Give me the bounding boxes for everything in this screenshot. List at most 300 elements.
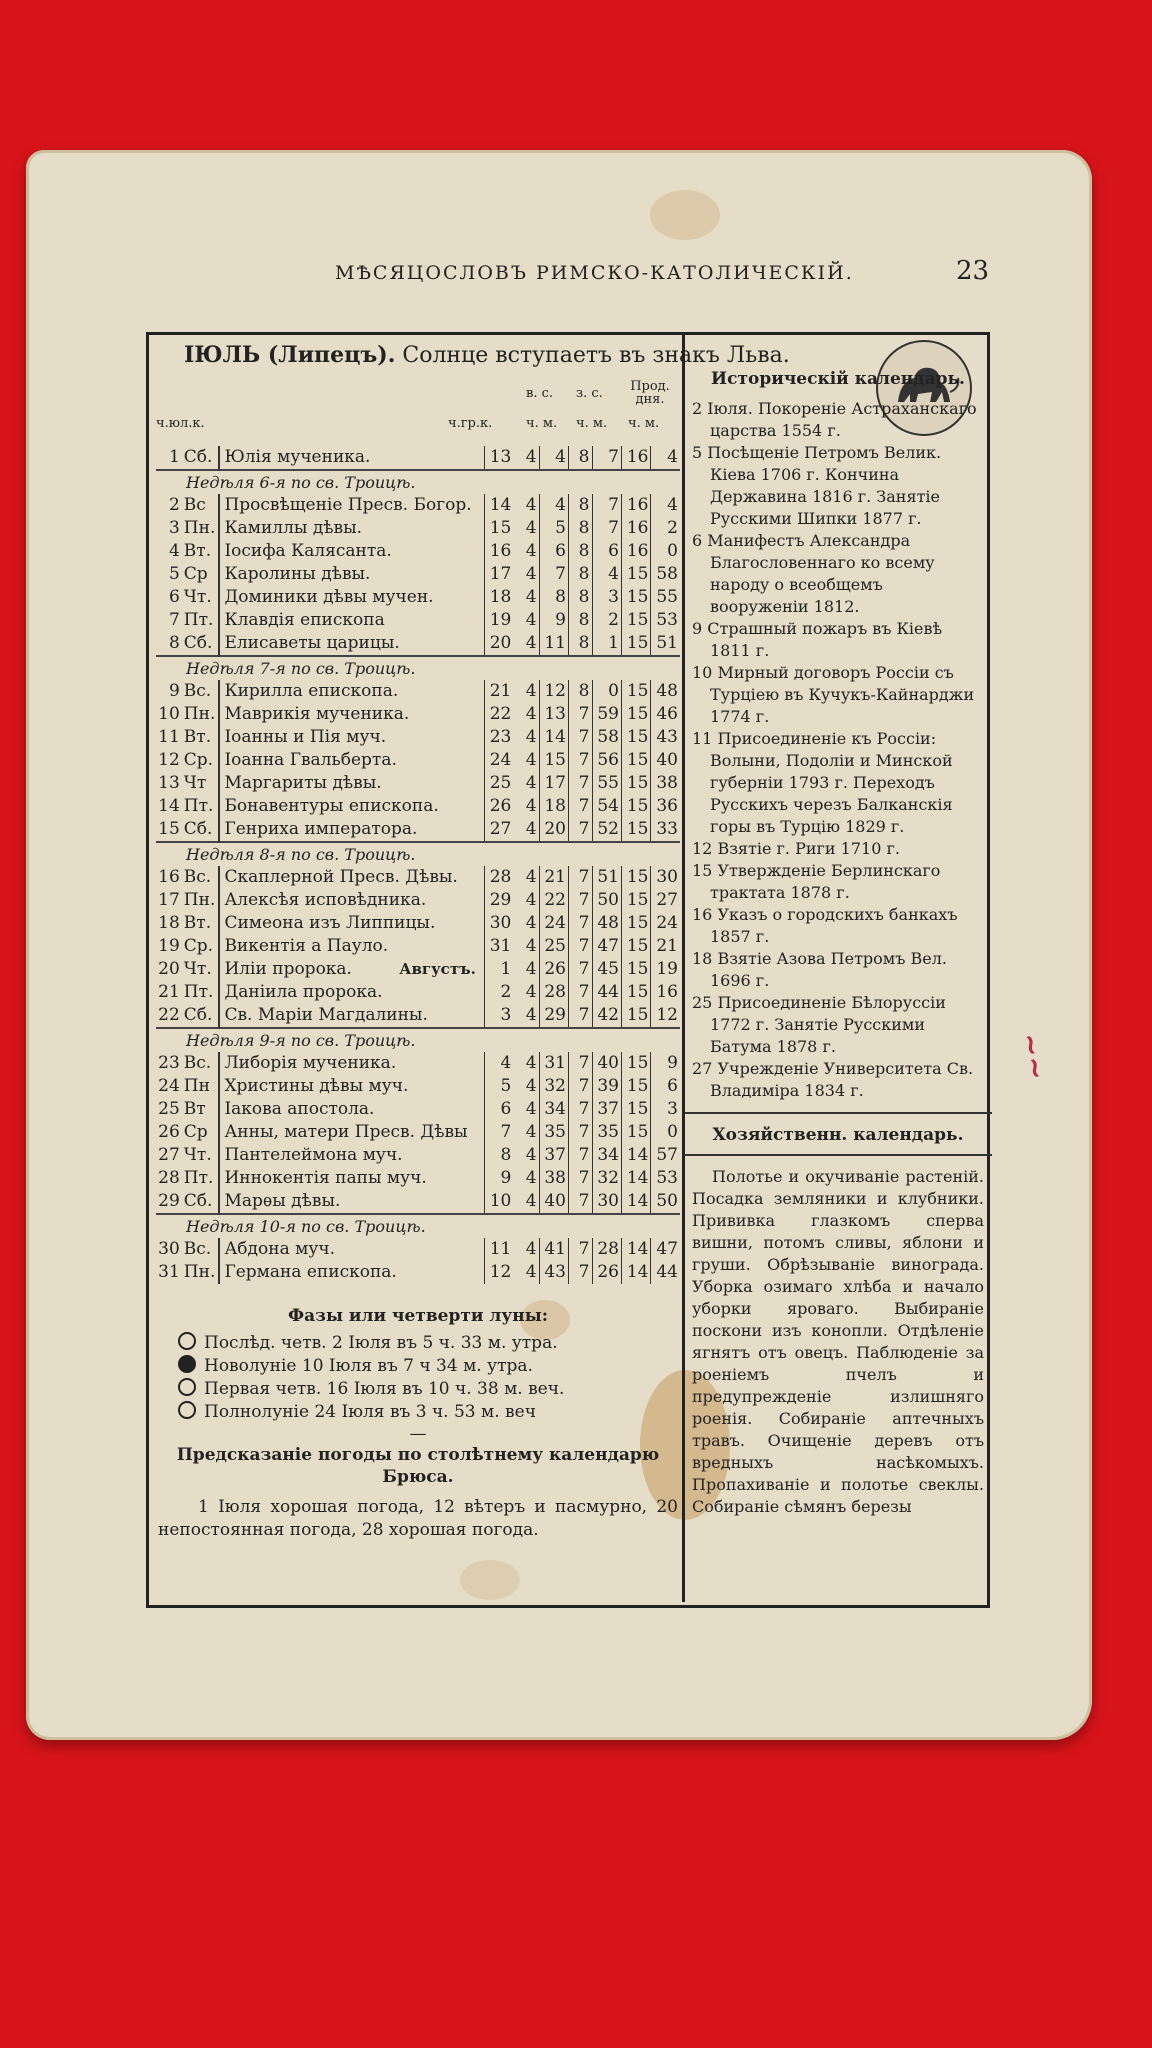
gregorian-day: 24 (484, 749, 513, 772)
sunset-hour: 7 (569, 1121, 593, 1144)
moon-phase-icon (178, 1401, 196, 1419)
weekday: Чт. (183, 1145, 212, 1165)
header-julian: ч.юл.к. (156, 416, 205, 431)
weekday: Пт. (183, 796, 214, 816)
calendar-row (156, 981, 680, 1004)
saint-name-text: Бонавентуры епископа. (224, 796, 439, 816)
day-number: 30 (158, 1239, 180, 1259)
daylength-hour: 16 (621, 517, 650, 540)
sunset-hour: 8 (569, 586, 593, 609)
daylength-min: 6 (651, 1075, 680, 1098)
sunrise-min: 32 (539, 1075, 568, 1098)
sunset-min: 54 (592, 795, 621, 818)
sunset-min: 42 (592, 1004, 621, 1028)
sunset-hour: 7 (569, 935, 593, 958)
sunrise-min: 9 (539, 609, 568, 632)
sunset-min: 7 (592, 446, 621, 470)
saint-name-text: Юлія мученика. (224, 447, 371, 467)
month-subtitle: Солнце вступаетъ въ знакъ Льва. (402, 343, 790, 368)
sunrise-hour: 4 (525, 1005, 537, 1025)
saint-name-text: Даніила пророка. (224, 982, 383, 1002)
daylength-min: 43 (651, 726, 680, 749)
calendar-row (156, 726, 680, 749)
weekday: Пт. (183, 1168, 214, 1188)
daylength-min: 36 (651, 795, 680, 818)
daylength-min: 21 (651, 935, 680, 958)
day-number: 3 (168, 518, 180, 538)
weekday: Пн. (183, 518, 216, 538)
daylength-hour: 15 (621, 1121, 650, 1144)
sunset-min: 50 (592, 889, 621, 912)
historical-item: 11 Присоединеніе къ Россіи: Волыни, Подоліи и Минской губерніи 1793 г. Переходъ Русскихъ черезъ Балканскія горы въ Турцію 1829 г. (692, 729, 953, 836)
gregorian-day: 7 (484, 1121, 513, 1144)
sunset-min: 40 (592, 1052, 621, 1075)
daylength-hour: 15 (621, 749, 650, 772)
moon-phase-item: Первая четв. 16 Іюля въ 10 ч. 38 м. веч. (158, 1378, 678, 1401)
day-number: 28 (158, 1168, 180, 1188)
month-header (184, 342, 984, 368)
historical-item: 2 Іюля. Покореніе Астраханскаго царства 1554 г. (692, 399, 977, 440)
moon-phase-item: Новолуніе 10 Іюля въ 7 ч 34 м. утра. (158, 1355, 678, 1378)
gregorian-day: 27 (484, 818, 513, 842)
calendar-row (156, 1261, 680, 1284)
saint-name (219, 726, 484, 749)
sunrise-min: 37 (539, 1144, 568, 1167)
saint-name-text: Каролины дѣвы. (224, 564, 371, 584)
sunset-hour: 7 (569, 889, 593, 912)
sunrise-min: 7 (539, 563, 568, 586)
saint-name (219, 772, 484, 795)
sunrise-min: 38 (539, 1167, 568, 1190)
calendar-row (156, 749, 680, 772)
calendar-row (156, 889, 680, 912)
week-heading (156, 470, 680, 494)
week-heading (156, 842, 680, 866)
calendar-table (156, 446, 680, 1284)
daylength-hour: 15 (621, 632, 650, 656)
sunrise-hour: 4 (525, 1239, 537, 1259)
sunrise-hour: 4 (525, 867, 537, 887)
sunset-min: 30 (592, 1190, 621, 1214)
sunset-min: 32 (592, 1167, 621, 1190)
historical-item: 27 Учрежденіе Университета Св. Владиміра 1834 г. (692, 1059, 974, 1100)
historical-item: 15 Утвержденіе Берлинскаго трактата 1878 г. (692, 861, 941, 902)
day-number: 31 (158, 1262, 180, 1282)
saint-name (219, 1167, 484, 1190)
daylength-hour: 15 (621, 609, 650, 632)
daylength-hour: 14 (621, 1144, 650, 1167)
weekday: Ср. (183, 936, 214, 956)
sunset-min: 26 (592, 1261, 621, 1284)
saint-name-text: Германа епископа. (224, 1262, 397, 1282)
sunrise-min: 14 (539, 726, 568, 749)
calendar-row (156, 1190, 680, 1214)
sunset-hour: 7 (569, 1004, 593, 1028)
daylength-min: 9 (651, 1052, 680, 1075)
saint-name (219, 1121, 484, 1144)
saint-name-text: Анны, матери Пресв. Дѣвы (224, 1122, 468, 1142)
sunset-min: 0 (592, 680, 621, 703)
saint-name-text: Генриха императора. (224, 819, 418, 839)
daylength-min: 16 (651, 981, 680, 1004)
sunset-hour: 7 (569, 726, 593, 749)
saint-name-text: Маврикія мученика. (224, 704, 410, 724)
daylength-hour: 15 (621, 795, 650, 818)
gregorian-day: 2 (484, 981, 513, 1004)
sunrise-hour: 4 (525, 610, 537, 630)
sunrise-hour: 4 (525, 796, 537, 816)
daylength-hour: 16 (621, 446, 650, 470)
weekday: Пн. (183, 1262, 216, 1282)
daylength-min: 19 (651, 958, 680, 981)
week-heading (156, 1028, 680, 1052)
sunrise-hour: 4 (525, 982, 537, 1002)
handwritten-mark: ~~ (1013, 1030, 1054, 1083)
moon-phase-icon (178, 1355, 196, 1373)
weekday: Вт. (183, 541, 212, 561)
daylength-hour: 15 (621, 1052, 650, 1075)
sunset-min: 59 (592, 703, 621, 726)
daylength-hour: 14 (621, 1238, 650, 1261)
sunrise-hour: 4 (525, 564, 537, 584)
sunrise-min: 21 (539, 866, 568, 889)
saint-name (219, 749, 484, 772)
day-number: 27 (158, 1145, 180, 1165)
weekday: Пн. (183, 704, 216, 724)
daylength-min: 27 (651, 889, 680, 912)
sunset-hour: 7 (569, 1098, 593, 1121)
calendar-row (156, 1075, 680, 1098)
calendar-row (156, 540, 680, 563)
daylength-min: 0 (651, 1121, 680, 1144)
economic-title: Хозяйственн. календарь. (712, 1125, 964, 1145)
weekday: Чт. (183, 959, 212, 979)
sunset-hour: 8 (569, 609, 593, 632)
moon-phase-icon (178, 1378, 196, 1396)
day-number: 25 (158, 1099, 180, 1119)
gregorian-day: 21 (484, 680, 513, 703)
sunset-min: 3 (592, 586, 621, 609)
month-title: ІЮЛЬ (Липецъ). (184, 342, 396, 368)
sunset-hour: 7 (569, 958, 593, 981)
weekday: Чт. (183, 587, 212, 607)
daylength-min: 33 (651, 818, 680, 842)
weekday: Пт. (183, 610, 214, 630)
gregorian-day: 26 (484, 795, 513, 818)
calendar-row (156, 1144, 680, 1167)
sunrise-hour: 4 (525, 1168, 537, 1188)
saint-name-text: Симеона изъ Липпицы. (224, 913, 436, 933)
daylength-hour: 15 (621, 726, 650, 749)
sunrise-hour: 4 (525, 633, 537, 653)
gregorian-day: 25 (484, 772, 513, 795)
day-number: 2 (168, 495, 180, 515)
saint-name (219, 1098, 484, 1121)
saint-name-text: Клавдія епископа (224, 610, 385, 630)
saint-name (219, 1052, 484, 1075)
gregorian-day: 31 (484, 935, 513, 958)
saint-name-text: Викентія а Пауло. (224, 936, 389, 956)
saint-name-text: Маргариты дѣвы. (224, 773, 382, 793)
sunset-hour: 8 (569, 632, 593, 656)
sunset-min: 44 (592, 981, 621, 1004)
saint-name-text: Просвѣщеніе Пресв. Богор. (224, 495, 472, 515)
daylength-hour: 14 (621, 1167, 650, 1190)
saint-name-text: Іоанна Гвальберта. (224, 750, 397, 770)
section-divider-wrap (692, 1112, 984, 1114)
column-headers (148, 380, 680, 440)
moon-phases (158, 1306, 678, 1542)
weekday: Вт. (183, 913, 212, 933)
saint-name-text: Христины дѣвы муч. (224, 1076, 409, 1096)
month-change-label: Августъ. (399, 960, 476, 978)
running-head: МѢСЯЦОСЛОВЪ РИМСКО-КАТОЛИЧЕСКІЙ. (335, 262, 854, 284)
weekday: Ср (183, 564, 208, 584)
sunset-min: 47 (592, 935, 621, 958)
saint-name (219, 981, 484, 1004)
daylength-hour: 16 (621, 494, 650, 517)
sunset-hour: 7 (569, 818, 593, 842)
saint-name (219, 1075, 484, 1098)
saint-name (219, 935, 484, 958)
weekday: Вс. (183, 1239, 212, 1259)
sunrise-hour: 4 (525, 1076, 537, 1096)
sunset-hour: 7 (569, 795, 593, 818)
section-divider (684, 1112, 992, 1114)
day-number: 17 (158, 890, 180, 910)
sunset-hour: 7 (569, 1052, 593, 1075)
sunset-min: 2 (592, 609, 621, 632)
calendar-row (156, 680, 680, 703)
calendar-row (156, 1004, 680, 1028)
calendar-row (156, 586, 680, 609)
daylength-min: 3 (651, 1098, 680, 1121)
saint-name (219, 1238, 484, 1261)
daylength-min: 48 (651, 680, 680, 703)
weekday: Сб. (183, 819, 213, 839)
daylength-hour: 14 (621, 1261, 650, 1284)
sunrise-min: 25 (539, 935, 568, 958)
sunrise-min: 24 (539, 912, 568, 935)
historical-item: 6 Манифестъ Александра Благословеннаго ко всему народу о всеобщемъ вооруженіи 1812. (692, 531, 935, 616)
calendar-row (156, 632, 680, 656)
calendar-row (156, 1238, 680, 1261)
gregorian-day: 29 (484, 889, 513, 912)
header-daylength: Прод. дня. (630, 379, 670, 407)
daylength-min: 51 (651, 632, 680, 656)
sunrise-hour: 4 (525, 1191, 537, 1211)
historical-item: 16 Указъ о городскихъ банкахъ 1857 г. (692, 905, 958, 946)
column-divider (682, 332, 685, 1602)
calendar-row (156, 1121, 680, 1144)
day-number: 11 (158, 727, 180, 747)
header-gregorian: ч.гр.к. (448, 416, 493, 431)
sunset-hour: 7 (569, 703, 593, 726)
header-sunset: з. с. (576, 386, 603, 401)
saint-name-text: Скаплерной Пресв. Дѣвы. (224, 867, 458, 887)
gregorian-day: 15 (484, 517, 513, 540)
daylength-min: 30 (651, 866, 680, 889)
saint-name (219, 609, 484, 632)
sunset-hour: 7 (569, 1261, 593, 1284)
day-number: 23 (158, 1053, 180, 1073)
sunset-hour: 8 (569, 517, 593, 540)
sunrise-min: 11 (539, 632, 568, 656)
sunset-hour: 8 (569, 494, 593, 517)
saint-name (219, 1004, 484, 1028)
daylength-min: 55 (651, 586, 680, 609)
sunset-hour: 8 (569, 680, 593, 703)
calendar-row (156, 494, 680, 517)
moon-phase-item: Послѣд. четв. 2 Іюля въ 5 ч. 33 м. утра. (158, 1332, 678, 1355)
sunrise-hour: 4 (525, 518, 537, 538)
sunset-min: 7 (592, 517, 621, 540)
sunrise-min: 4 (539, 494, 568, 517)
daylength-min: 38 (651, 772, 680, 795)
week-heading-text: Недѣля 6-я по св. Троицѣ. (156, 470, 680, 494)
week-heading (156, 1214, 680, 1238)
gregorian-day: 13 (484, 446, 513, 470)
saint-name (219, 1261, 484, 1284)
sunrise-min: 12 (539, 680, 568, 703)
sunrise-hour: 4 (525, 587, 537, 607)
day-number: 20 (158, 959, 180, 979)
daylength-min: 2 (651, 517, 680, 540)
sunrise-hour: 4 (525, 541, 537, 561)
sunset-hour: 7 (569, 866, 593, 889)
sunrise-hour: 4 (525, 1122, 537, 1142)
daylength-hour: 15 (621, 912, 650, 935)
weekday: Ср. (183, 750, 214, 770)
sunset-min: 55 (592, 772, 621, 795)
daylength-hour: 15 (621, 1004, 650, 1028)
weekday: Вт (183, 1099, 206, 1119)
gregorian-day: 12 (484, 1261, 513, 1284)
saint-name (219, 517, 484, 540)
page-number: 23 (956, 256, 990, 286)
daylength-min: 4 (651, 446, 680, 470)
sunset-min: 4 (592, 563, 621, 586)
saint-name (219, 958, 484, 981)
sunrise-min: 20 (539, 818, 568, 842)
daylength-hour: 15 (621, 818, 650, 842)
week-heading (156, 656, 680, 680)
sunset-hour: 7 (569, 1190, 593, 1214)
weekday: Вс. (183, 867, 212, 887)
daylength-min: 24 (651, 912, 680, 935)
sunrise-min: 28 (539, 981, 568, 1004)
saint-name-text: Иннокентія папы муч. (224, 1168, 427, 1188)
economic-text: Полотье и окучиваніе растеній. Посадка земляники и клубники. Прививка глазкомъ сперва вишни, потомъ сливы, яблони и груши. Обрѣзываніе винограда. Уборка озимаго хлѣба и начало уборки яроваго. Выбираніе поскони изъ конопли. Отдѣленіе ягнятъ отъ овецъ. Паблюденіе за роеніемъ пчелъ и предупрежденіе излишняго роенія. Собираніе аптечныхъ травъ. Очищеніе деревъ отъ вредныхъ насѣкомыхъ. Пропахиваніе и полотье свеклы. Собираніе сѣмянъ березы (692, 1167, 984, 1516)
calendar-row (156, 866, 680, 889)
weekday: Сб. (183, 633, 213, 653)
calendar-row (156, 818, 680, 842)
weekday: Ср (183, 1122, 208, 1142)
sunrise-hour: 4 (525, 1053, 537, 1073)
saint-name (219, 494, 484, 517)
header-sunrise: в. с. (526, 386, 553, 401)
sunrise-hour: 4 (525, 1145, 537, 1165)
week-heading-text: Недѣля 7-я по св. Троицѣ. (156, 656, 680, 680)
saint-name (219, 703, 484, 726)
day-number: 10 (158, 704, 180, 724)
sunrise-hour: 4 (525, 447, 537, 467)
daylength-hour: 15 (621, 703, 650, 726)
weekday: Вт. (183, 727, 212, 747)
section-divider (684, 1154, 992, 1156)
saint-name (219, 889, 484, 912)
day-number: 1 (168, 447, 180, 467)
weekday: Сб. (183, 1005, 213, 1025)
sunrise-hour: 4 (525, 1099, 537, 1119)
saint-name-text: Іосифа Калясанта. (224, 541, 392, 561)
daylength-hour: 15 (621, 586, 650, 609)
day-number: 26 (158, 1122, 180, 1142)
sunrise-min: 15 (539, 749, 568, 772)
sunset-min: 58 (592, 726, 621, 749)
sunrise-hour: 4 (525, 750, 537, 770)
gregorian-day: 1 (484, 958, 513, 981)
header-units: ч. м. (628, 416, 660, 431)
weather-forecast (158, 1444, 678, 1542)
weekday: Сб. (183, 1191, 213, 1211)
sunset-min: 28 (592, 1238, 621, 1261)
day-number: 9 (168, 681, 180, 701)
day-number: 22 (158, 1005, 180, 1025)
gregorian-day: 4 (484, 1052, 513, 1075)
daylength-min: 50 (651, 1190, 680, 1214)
sunrise-hour: 4 (525, 727, 537, 747)
saint-name-text: Камиллы дѣвы. (224, 518, 363, 538)
sunrise-min: 13 (539, 703, 568, 726)
sunset-hour: 7 (569, 772, 593, 795)
weekday: Чт (183, 773, 207, 793)
daylength-min: 4 (651, 494, 680, 517)
daylength-hour: 15 (621, 958, 650, 981)
sunset-hour: 7 (569, 912, 593, 935)
header-units: ч. м. (576, 416, 608, 431)
daylength-hour: 15 (621, 1098, 650, 1121)
daylength-hour: 15 (621, 935, 650, 958)
header-units: ч. м. (526, 416, 558, 431)
sunset-hour: 8 (569, 446, 593, 470)
saint-name (219, 563, 484, 586)
sunrise-min: 6 (539, 540, 568, 563)
day-number: 24 (158, 1076, 180, 1096)
daylength-hour: 15 (621, 889, 650, 912)
gregorian-day: 17 (484, 563, 513, 586)
calendar-row (156, 912, 680, 935)
gregorian-day: 16 (484, 540, 513, 563)
week-heading-text: Недѣля 10-я по св. Троицѣ. (156, 1214, 680, 1238)
sunset-min: 48 (592, 912, 621, 935)
historical-item: 18 Взятіе Азова Петромъ Вел. 1696 г. (692, 949, 947, 990)
day-number: 14 (158, 796, 180, 816)
daylength-min: 0 (651, 540, 680, 563)
weekday: Вс (183, 495, 206, 515)
sunrise-min: 26 (539, 958, 568, 981)
gregorian-day: 18 (484, 586, 513, 609)
calendar-row (156, 1167, 680, 1190)
saint-name (219, 795, 484, 818)
gregorian-day: 14 (484, 494, 513, 517)
sunrise-min: 40 (539, 1190, 568, 1214)
daylength-hour: 16 (621, 540, 650, 563)
day-number: 18 (158, 913, 180, 933)
sunrise-hour: 4 (525, 773, 537, 793)
weekday: Сб. (183, 447, 213, 467)
saint-name-text: Іоанны и Пія муч. (224, 727, 387, 747)
